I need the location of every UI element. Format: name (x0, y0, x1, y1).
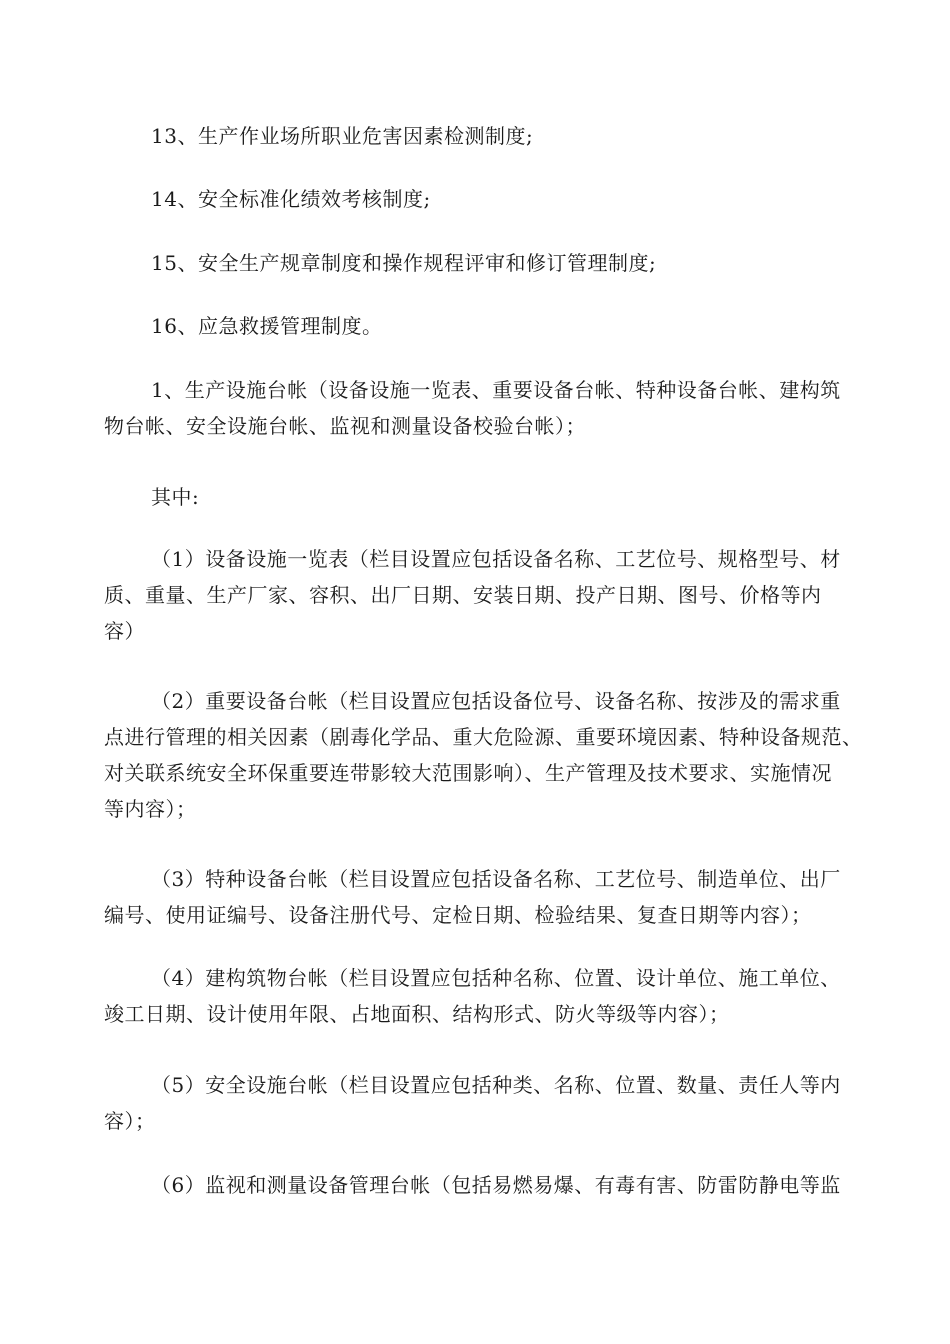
text-line: 15、安全生产规章制度和操作规程评审和修订管理制度; (151, 251, 657, 275)
text-line: 1、生产设施台帐（设备设施一览表、重要设备台帐、特种设备台帐、建构筑 (151, 378, 841, 402)
text-line: 容）； (104, 1109, 156, 1133)
text-line: 对关联系统安全环保重要连带影较大范围影响）、生产管理及技术要求、实施情况 (104, 761, 832, 785)
paragraph-item-14 (104, 181, 864, 217)
paragraph-sub-item-5 (104, 1067, 864, 1139)
paragraph-sub-item-1 (104, 541, 864, 649)
paragraph-among-them (104, 479, 864, 515)
text-line: 16、应急救援管理制度。 (151, 314, 383, 338)
paragraph-sub-item-2 (104, 683, 864, 827)
text-line: 其中: (151, 485, 200, 509)
text-line: 编号、使用证编号、设备注册代号、定检日期、检验结果、复查日期等内容）； (104, 903, 812, 927)
text-line: 14、安全标准化绩效考核制度; (151, 187, 431, 211)
paragraph-item-13 (104, 118, 864, 154)
text-line: 容） (104, 619, 145, 643)
text-line: 竣工日期、设计使用年限、占地面积、结构形式、防火等级等内容）； (104, 1002, 730, 1026)
text-line: 等内容）； (104, 797, 197, 821)
paragraph-sub-item-6 (104, 1167, 864, 1203)
text-line: 物台帐、安全设施台帐、监视和测量设备校验台帐）； (104, 414, 586, 438)
text-line: （5）安全设施台帐（栏目设置应包括种类、名称、位置、数量、责任人等内 (151, 1073, 841, 1097)
paragraph-sub-item-4 (104, 960, 864, 1032)
text-line: （4）建构筑物台帐（栏目设置应包括种名称、位置、设计单位、施工单位、 (151, 966, 841, 990)
paragraph-item-15 (104, 245, 864, 281)
paragraph-item-16 (104, 308, 864, 344)
text-line: （1）设备设施一览表（栏目设置应包括设备名称、工艺位号、规格型号、材 (151, 547, 841, 571)
text-line: （3）特种设备台帐（栏目设置应包括设备名称、工艺位号、制造单位、出厂 (151, 867, 841, 891)
paragraph-production-facility-ledger (104, 372, 864, 444)
text-line: 质、重量、生产厂家、容积、出厂日期、安装日期、投产日期、图号、价格等内 (104, 583, 822, 607)
text-line: （6）监视和测量设备管理台帐（包括易燃易爆、有毒有害、防雷防静电等监 (151, 1173, 841, 1197)
paragraph-sub-item-3 (104, 861, 864, 933)
text-line: 13、生产作业场所职业危害因素检测制度; (151, 124, 534, 148)
text-line: 点进行管理的相关因素（剧毒化学品、重大危险源、重要环境因素、特种设备规范、 (104, 725, 863, 749)
text-line: （2）重要设备台帐（栏目设置应包括设备位号、设备名称、按涉及的需求重 (151, 689, 841, 713)
